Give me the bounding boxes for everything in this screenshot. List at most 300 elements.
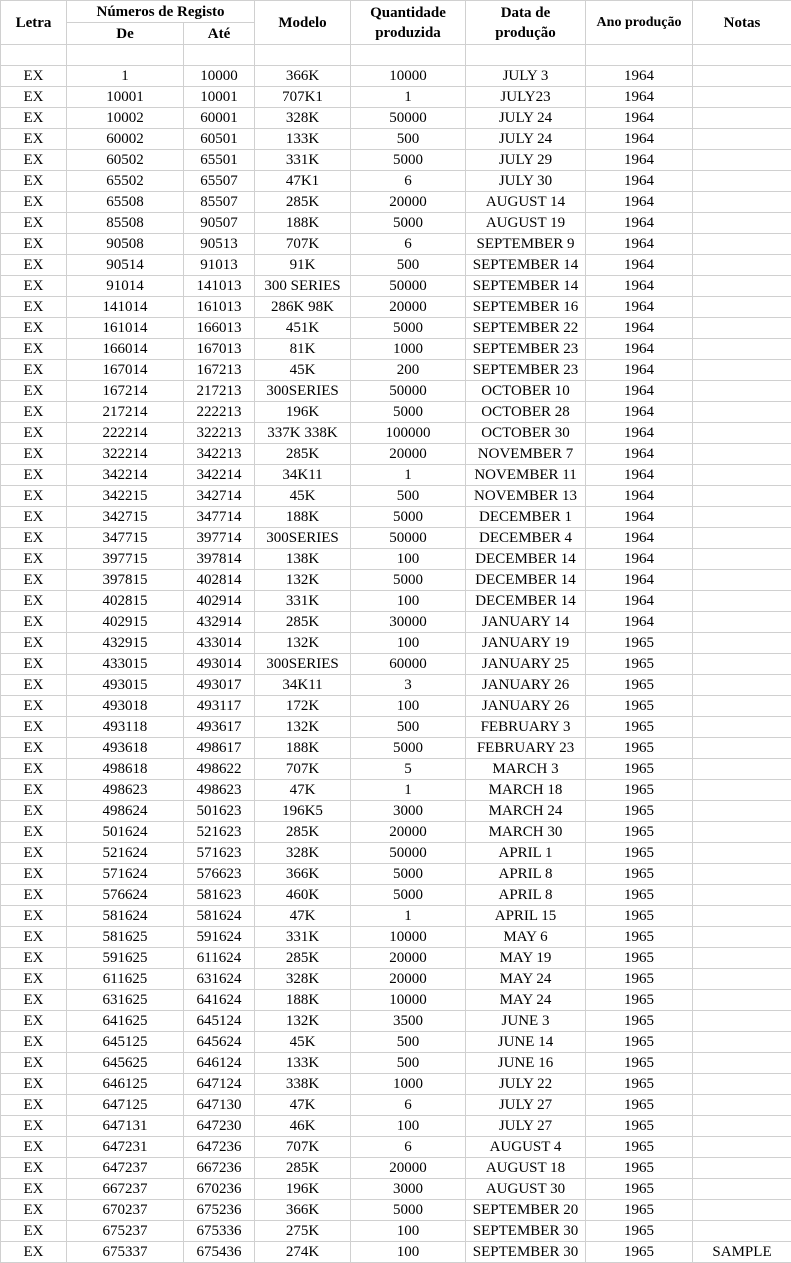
- cell-quantidade: 100: [351, 1242, 466, 1263]
- cell-de: 647237: [67, 1158, 184, 1179]
- cell-de: 641625: [67, 1011, 184, 1032]
- cell-quantidade: 20000: [351, 1158, 466, 1179]
- cell-data: MAY 24: [466, 990, 586, 1011]
- table-row: [1, 1116, 791, 1137]
- cell-ate: 91013: [184, 255, 255, 276]
- cell-de: 521624: [67, 843, 184, 864]
- cell-modelo: 45K: [255, 360, 351, 381]
- table-row: [1, 318, 791, 339]
- cell-ano: 1965: [586, 1158, 693, 1179]
- cell-data: OCTOBER 28: [466, 402, 586, 423]
- cell-modelo: 132K: [255, 570, 351, 591]
- cell-data: SEPTEMBER 16: [466, 297, 586, 318]
- cell-data: APRIL 1: [466, 843, 586, 864]
- cell-ano: 1965: [586, 1095, 693, 1116]
- cell-de: 647231: [67, 1137, 184, 1158]
- cell-ano: 1965: [586, 1074, 693, 1095]
- cell-ano: 1964: [586, 381, 693, 402]
- cell-de: 402915: [67, 612, 184, 633]
- cell-quantidade: 20000: [351, 192, 466, 213]
- cell-ano: 1965: [586, 969, 693, 990]
- cell-letra: EX: [1, 1158, 67, 1179]
- cell-ano: 1965: [586, 906, 693, 927]
- cell-letra: EX: [1, 297, 67, 318]
- cell-de: 576624: [67, 885, 184, 906]
- cell-modelo: 300SERIES: [255, 528, 351, 549]
- cell-quantidade: 100: [351, 1116, 466, 1137]
- cell-quantidade: 3000: [351, 801, 466, 822]
- cell-data: AUGUST 14: [466, 192, 586, 213]
- cell-de: 611625: [67, 969, 184, 990]
- table-row: [1, 528, 791, 549]
- cell-notas: [693, 843, 791, 864]
- cell-de: 675237: [67, 1221, 184, 1242]
- cell-notas: [693, 654, 791, 675]
- cell-quantidade: 5000: [351, 150, 466, 171]
- cell-de: 646125: [67, 1074, 184, 1095]
- cell-ano: 1964: [586, 444, 693, 465]
- cell-quantidade: 3: [351, 675, 466, 696]
- cell-de: 647125: [67, 1095, 184, 1116]
- cell-modelo: 366K: [255, 66, 351, 87]
- cell-ate: 493017: [184, 675, 255, 696]
- cell-data: JULY 29: [466, 150, 586, 171]
- cell-notas: [693, 801, 791, 822]
- cell-ate: 342714: [184, 486, 255, 507]
- cell-de: 493118: [67, 717, 184, 738]
- cell-ano: 1965: [586, 780, 693, 801]
- cell-ate: 581623: [184, 885, 255, 906]
- cell-de: 493618: [67, 738, 184, 759]
- cell-modelo: 46K: [255, 1116, 351, 1137]
- cell-ate: 432914: [184, 612, 255, 633]
- cell-data: DECEMBER 14: [466, 570, 586, 591]
- cell-modelo: 300SERIES: [255, 654, 351, 675]
- cell-quantidade: 1: [351, 780, 466, 801]
- cell-notas: [693, 234, 791, 255]
- header-letra: Letra: [1, 1, 67, 45]
- cell-modelo: 286K 98K: [255, 297, 351, 318]
- cell-letra: EX: [1, 549, 67, 570]
- cell-notas: [693, 402, 791, 423]
- cell-letra: EX: [1, 1032, 67, 1053]
- cell-notas: [693, 1095, 791, 1116]
- cell-de: 581625: [67, 927, 184, 948]
- cell-notas: [693, 864, 791, 885]
- cell-letra: EX: [1, 171, 67, 192]
- cell-ate: 161013: [184, 297, 255, 318]
- cell-modelo: 707K: [255, 1137, 351, 1158]
- cell-letra: EX: [1, 192, 67, 213]
- cell-quantidade: 20000: [351, 948, 466, 969]
- cell-notas: [693, 696, 791, 717]
- cell-data: APRIL 8: [466, 885, 586, 906]
- cell-letra: EX: [1, 864, 67, 885]
- cell-quantidade: 100: [351, 1221, 466, 1242]
- cell-modelo: 366K: [255, 1200, 351, 1221]
- cell-data: OCTOBER 10: [466, 381, 586, 402]
- header-data-line2: produção: [466, 23, 585, 43]
- cell-letra: EX: [1, 633, 67, 654]
- cell-ate: 581624: [184, 906, 255, 927]
- cell-modelo: 300 SERIES: [255, 276, 351, 297]
- cell-ano: 1965: [586, 1116, 693, 1137]
- cell-ano: 1965: [586, 990, 693, 1011]
- cell-de: 433015: [67, 654, 184, 675]
- cell-notas: [693, 759, 791, 780]
- cell-ano: 1964: [586, 108, 693, 129]
- cell-de: 167214: [67, 381, 184, 402]
- cell-notas: [693, 87, 791, 108]
- cell-ano: 1964: [586, 612, 693, 633]
- cell-ano: 1965: [586, 885, 693, 906]
- cell-letra: EX: [1, 465, 67, 486]
- cell-ano: 1964: [586, 402, 693, 423]
- cell-letra: EX: [1, 990, 67, 1011]
- cell-modelo: 196K5: [255, 801, 351, 822]
- cell-modelo: 274K: [255, 1242, 351, 1263]
- cell-ano: 1965: [586, 1221, 693, 1242]
- cell-ano: 1964: [586, 486, 693, 507]
- cell-modelo: 47K: [255, 780, 351, 801]
- cell-ano: 1964: [586, 87, 693, 108]
- cell-modelo: 81K: [255, 339, 351, 360]
- cell-ate: 166013: [184, 318, 255, 339]
- cell-quantidade: 5000: [351, 1200, 466, 1221]
- cell-de: 65508: [67, 192, 184, 213]
- cell-ate: 591624: [184, 927, 255, 948]
- cell-modelo: 188K: [255, 213, 351, 234]
- cell-notas: [693, 150, 791, 171]
- cell-letra: EX: [1, 423, 67, 444]
- cell-letra: EX: [1, 1116, 67, 1137]
- table-row: [1, 192, 791, 213]
- cell-modelo: 132K: [255, 633, 351, 654]
- cell-ano: 1965: [586, 1242, 693, 1263]
- cell-modelo: 328K: [255, 843, 351, 864]
- cell-quantidade: 60000: [351, 654, 466, 675]
- cell-data: OCTOBER 30: [466, 423, 586, 444]
- cell-letra: EX: [1, 1137, 67, 1158]
- cell-modelo: 300SERIES: [255, 381, 351, 402]
- cell-ate: 675336: [184, 1221, 255, 1242]
- cell-ano: 1965: [586, 1032, 693, 1053]
- cell-data: JANUARY 25: [466, 654, 586, 675]
- table-row: [1, 717, 791, 738]
- cell-data: SEPTEMBER 23: [466, 339, 586, 360]
- cell-ano: 1965: [586, 864, 693, 885]
- cell-letra: EX: [1, 234, 67, 255]
- cell-ate: 342213: [184, 444, 255, 465]
- cell-quantidade: 5: [351, 759, 466, 780]
- cell-data: JANUARY 14: [466, 612, 586, 633]
- table-row: [1, 297, 791, 318]
- cell-letra: EX: [1, 696, 67, 717]
- table-row: [1, 822, 791, 843]
- cell-notas: [693, 66, 791, 87]
- cell-ate: 493117: [184, 696, 255, 717]
- cell-notas: [693, 969, 791, 990]
- header-notas: Notas: [693, 1, 791, 45]
- cell-modelo: 331K: [255, 591, 351, 612]
- cell-data: SEPTEMBER 9: [466, 234, 586, 255]
- cell-quantidade: 50000: [351, 528, 466, 549]
- blank-row: [1, 45, 791, 66]
- cell-ate: 222213: [184, 402, 255, 423]
- cell-notas: [693, 549, 791, 570]
- cell-ate: 90507: [184, 213, 255, 234]
- cell-quantidade: 500: [351, 1032, 466, 1053]
- cell-de: 493018: [67, 696, 184, 717]
- cell-notas: [693, 276, 791, 297]
- table-row: [1, 654, 791, 675]
- cell-data: APRIL 15: [466, 906, 586, 927]
- cell-quantidade: 6: [351, 234, 466, 255]
- table-row: [1, 1053, 791, 1074]
- cell-data: JULY23: [466, 87, 586, 108]
- cell-quantidade: 1: [351, 465, 466, 486]
- cell-letra: EX: [1, 927, 67, 948]
- cell-data: SEPTEMBER 30: [466, 1242, 586, 1263]
- cell-notas: SAMPLE: [693, 1242, 791, 1263]
- cell-data: JULY 22: [466, 1074, 586, 1095]
- cell-ate: 397714: [184, 528, 255, 549]
- cell-de: 402815: [67, 591, 184, 612]
- header-quantidade-line1: Quantidade: [351, 3, 465, 23]
- header-de: De: [67, 23, 184, 45]
- cell-quantidade: 3500: [351, 1011, 466, 1032]
- table-row: [1, 612, 791, 633]
- table-row: [1, 885, 791, 906]
- table-row: [1, 1137, 791, 1158]
- cell-notas: [693, 717, 791, 738]
- cell-letra: EX: [1, 612, 67, 633]
- cell-de: 571624: [67, 864, 184, 885]
- cell-modelo: 172K: [255, 696, 351, 717]
- cell-data: NOVEMBER 11: [466, 465, 586, 486]
- cell-modelo: 331K: [255, 927, 351, 948]
- cell-quantidade: 5000: [351, 738, 466, 759]
- cell-de: 631625: [67, 990, 184, 1011]
- cell-modelo: 285K: [255, 444, 351, 465]
- cell-ano: 1965: [586, 717, 693, 738]
- table-row: [1, 150, 791, 171]
- cell-ate: 322213: [184, 423, 255, 444]
- table-row: [1, 549, 791, 570]
- cell-quantidade: 10000: [351, 927, 466, 948]
- cell-notas: [693, 675, 791, 696]
- cell-modelo: 132K: [255, 1011, 351, 1032]
- table-row: [1, 1200, 791, 1221]
- cell-data: JUNE 14: [466, 1032, 586, 1053]
- cell-letra: EX: [1, 507, 67, 528]
- table-row: [1, 780, 791, 801]
- cell-ano: 1964: [586, 213, 693, 234]
- cell-de: 432915: [67, 633, 184, 654]
- cell-quantidade: 500: [351, 129, 466, 150]
- cell-ano: 1964: [586, 549, 693, 570]
- cell-ano: 1964: [586, 297, 693, 318]
- table-row: [1, 843, 791, 864]
- cell-ate: 647236: [184, 1137, 255, 1158]
- cell-ano: 1964: [586, 360, 693, 381]
- cell-ate: 60501: [184, 129, 255, 150]
- cell-ate: 65501: [184, 150, 255, 171]
- cell-modelo: 132K: [255, 717, 351, 738]
- cell-notas: [693, 1116, 791, 1137]
- cell-ate: 501623: [184, 801, 255, 822]
- cell-ano: 1965: [586, 1011, 693, 1032]
- cell-ate: 167213: [184, 360, 255, 381]
- cell-notas: [693, 318, 791, 339]
- cell-ate: 571623: [184, 843, 255, 864]
- cell-de: 10002: [67, 108, 184, 129]
- cell-notas: [693, 423, 791, 444]
- cell-data: APRIL 8: [466, 864, 586, 885]
- cell-quantidade: 100: [351, 633, 466, 654]
- cell-quantidade: 5000: [351, 570, 466, 591]
- cell-de: 342215: [67, 486, 184, 507]
- cell-ano: 1964: [586, 276, 693, 297]
- cell-de: 167014: [67, 360, 184, 381]
- table-row: [1, 696, 791, 717]
- cell-quantidade: 3000: [351, 1179, 466, 1200]
- cell-ate: 493617: [184, 717, 255, 738]
- cell-modelo: 45K: [255, 486, 351, 507]
- cell-quantidade: 500: [351, 486, 466, 507]
- table-row: [1, 1179, 791, 1200]
- cell-data: MAY 19: [466, 948, 586, 969]
- cell-data: DECEMBER 14: [466, 591, 586, 612]
- cell-de: 347715: [67, 528, 184, 549]
- cell-ate: 10000: [184, 66, 255, 87]
- cell-modelo: 34K11: [255, 675, 351, 696]
- cell-de: 667237: [67, 1179, 184, 1200]
- cell-notas: [693, 297, 791, 318]
- cell-de: 1: [67, 66, 184, 87]
- cell-letra: EX: [1, 339, 67, 360]
- table-row: [1, 507, 791, 528]
- cell-quantidade: 50000: [351, 276, 466, 297]
- cell-letra: EX: [1, 486, 67, 507]
- cell-letra: EX: [1, 654, 67, 675]
- cell-modelo: 34K11: [255, 465, 351, 486]
- cell-data: JANUARY 26: [466, 696, 586, 717]
- cell-quantidade: 20000: [351, 969, 466, 990]
- cell-ate: 10001: [184, 87, 255, 108]
- cell-quantidade: 100: [351, 591, 466, 612]
- table-row: [1, 591, 791, 612]
- cell-letra: EX: [1, 1221, 67, 1242]
- table-row: [1, 633, 791, 654]
- cell-quantidade: 1000: [351, 339, 466, 360]
- header-data: [466, 1, 586, 45]
- cell-de: 342214: [67, 465, 184, 486]
- cell-letra: EX: [1, 717, 67, 738]
- table-row: [1, 129, 791, 150]
- cell-notas: [693, 381, 791, 402]
- cell-notas: [693, 1032, 791, 1053]
- table-row: [1, 1221, 791, 1242]
- cell-ate: 65507: [184, 171, 255, 192]
- cell-quantidade: 200: [351, 360, 466, 381]
- cell-data: DECEMBER 14: [466, 549, 586, 570]
- cell-quantidade: 30000: [351, 612, 466, 633]
- table-row: [1, 423, 791, 444]
- cell-ano: 1965: [586, 654, 693, 675]
- cell-modelo: 337K 338K: [255, 423, 351, 444]
- cell-quantidade: 500: [351, 717, 466, 738]
- cell-data: MARCH 30: [466, 822, 586, 843]
- cell-ate: 647230: [184, 1116, 255, 1137]
- cell-data: MAY 24: [466, 969, 586, 990]
- cell-notas: [693, 465, 791, 486]
- cell-modelo: 285K: [255, 948, 351, 969]
- cell-notas: [693, 927, 791, 948]
- cell-quantidade: 100: [351, 549, 466, 570]
- cell-data: SEPTEMBER 14: [466, 276, 586, 297]
- cell-quantidade: 6: [351, 1095, 466, 1116]
- header-numeros-registo: Números de Registo: [67, 1, 255, 23]
- cell-modelo: 45K: [255, 1032, 351, 1053]
- cell-letra: EX: [1, 780, 67, 801]
- header-ano: Ano produção: [586, 1, 693, 45]
- cell-de: 397715: [67, 549, 184, 570]
- cell-ano: 1964: [586, 234, 693, 255]
- cell-ate: 498617: [184, 738, 255, 759]
- cell-modelo: 188K: [255, 507, 351, 528]
- cell-data: AUGUST 4: [466, 1137, 586, 1158]
- cell-notas: [693, 738, 791, 759]
- cell-ano: 1964: [586, 570, 693, 591]
- cell-ate: 675436: [184, 1242, 255, 1263]
- cell-ate: 498623: [184, 780, 255, 801]
- cell-de: 217214: [67, 402, 184, 423]
- cell-de: 65502: [67, 171, 184, 192]
- cell-quantidade: 10000: [351, 990, 466, 1011]
- cell-notas: [693, 1011, 791, 1032]
- cell-ate: 645624: [184, 1032, 255, 1053]
- cell-de: 60002: [67, 129, 184, 150]
- cell-quantidade: 100: [351, 696, 466, 717]
- cell-letra: EX: [1, 360, 67, 381]
- cell-ate: 646124: [184, 1053, 255, 1074]
- cell-notas: [693, 108, 791, 129]
- cell-letra: EX: [1, 843, 67, 864]
- cell-ano: 1965: [586, 843, 693, 864]
- cell-letra: EX: [1, 444, 67, 465]
- table-body: [1, 66, 791, 1263]
- cell-notas: [693, 213, 791, 234]
- cell-data: JULY 24: [466, 108, 586, 129]
- cell-letra: EX: [1, 150, 67, 171]
- cell-notas: [693, 528, 791, 549]
- cell-quantidade: 5000: [351, 885, 466, 906]
- cell-quantidade: 6: [351, 1137, 466, 1158]
- cell-modelo: 133K: [255, 1053, 351, 1074]
- cell-ate: 641624: [184, 990, 255, 1011]
- cell-letra: EX: [1, 906, 67, 927]
- cell-de: 10001: [67, 87, 184, 108]
- cell-notas: [693, 990, 791, 1011]
- cell-letra: EX: [1, 1242, 67, 1263]
- cell-letra: EX: [1, 402, 67, 423]
- cell-quantidade: 5000: [351, 402, 466, 423]
- cell-ate: 342214: [184, 465, 255, 486]
- cell-quantidade: 5000: [351, 318, 466, 339]
- cell-quantidade: 50000: [351, 843, 466, 864]
- cell-modelo: 196K: [255, 402, 351, 423]
